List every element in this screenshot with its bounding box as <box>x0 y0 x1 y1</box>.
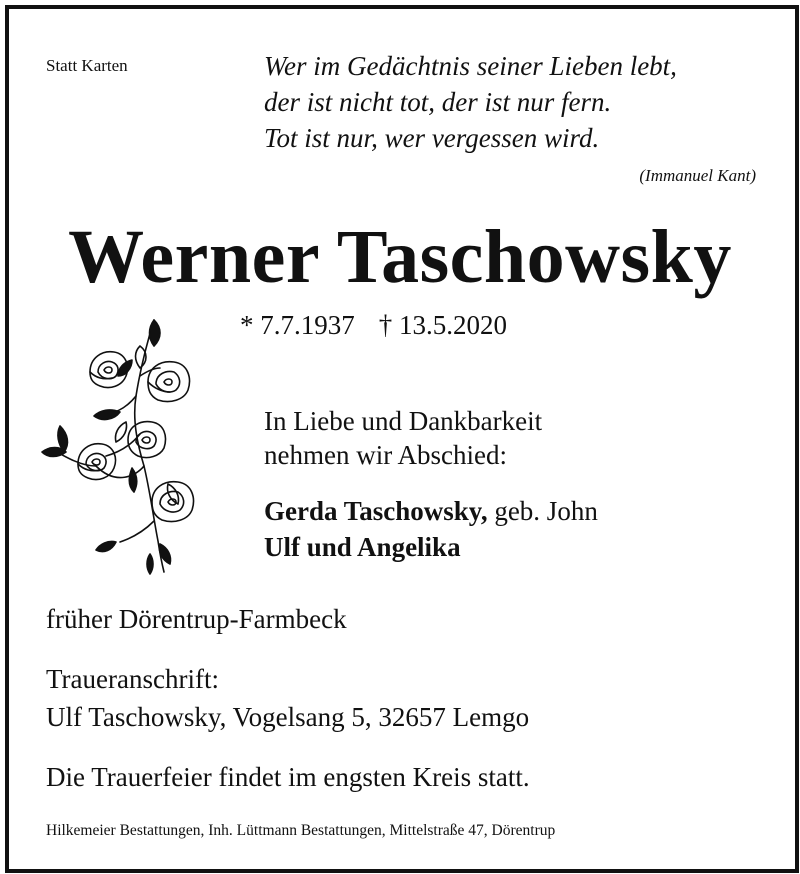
statt-karten-label: Statt Karten <box>46 56 128 75</box>
mourning-address-label: Traueranschrift: <box>46 664 219 694</box>
family-member-1-name: Gerda Taschowsky, <box>264 496 488 526</box>
farewell-line: nehmen wir Abschied: <box>264 440 507 470</box>
former-residence: früher Dörentrup-Farmbeck <box>46 604 347 634</box>
life-dates <box>240 310 507 341</box>
mourning-address: Ulf Taschowsky, Vogelsang 5, 32657 Lemgo <box>46 702 530 732</box>
birth-date: * 7.7.1937 <box>240 310 355 340</box>
family-member-1 <box>264 496 598 527</box>
rose-branch-icon <box>36 316 206 578</box>
poem-quote <box>264 48 677 156</box>
poem-line: Tot ist nur, wer vergessen wird. <box>264 123 600 153</box>
deceased-name: Werner Taschowsky <box>68 215 732 299</box>
family-member-1-maiden-name: geb. John <box>487 496 598 526</box>
family-member-2: Ulf und Angelika <box>264 532 461 562</box>
undertaker-info: Hilkemeier Bestattungen, Inh. Lüttmann Bestattungen, Mittelstraße 47, Dörentrup <box>46 822 556 839</box>
poem-line: Wer im Gedächtnis seiner Lieben lebt, <box>264 51 677 81</box>
ceremony-note: Die Trauerfeier findet im engsten Kreis statt. <box>46 762 530 792</box>
poem-line: der ist nicht tot, der ist nur fern. <box>264 87 612 117</box>
farewell-line: In Liebe und Dankbarkeit <box>264 406 543 436</box>
farewell-text <box>264 404 542 472</box>
death-date: † 13.5.2020 <box>378 310 507 340</box>
poem-author: (Immanuel Kant) <box>639 166 756 185</box>
